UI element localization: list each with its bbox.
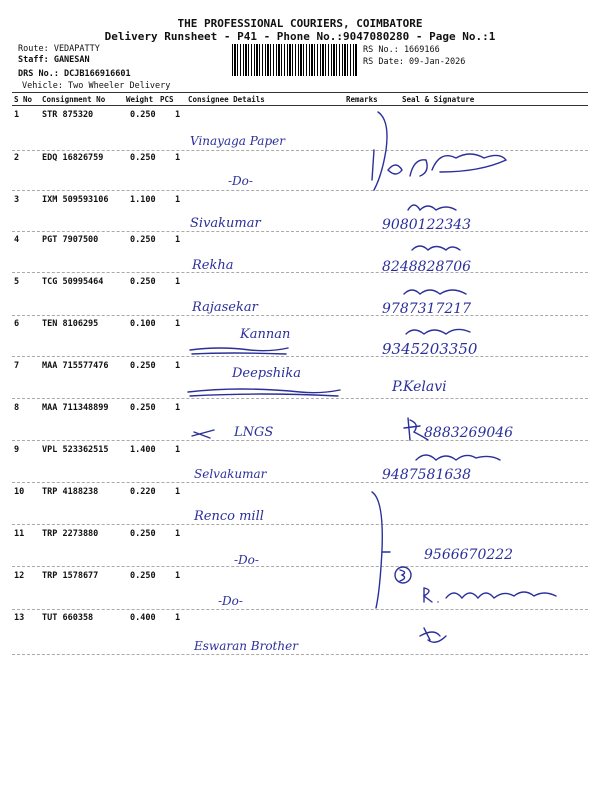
signature-scribble	[412, 246, 460, 250]
brace-mark	[374, 112, 387, 190]
row-signature-phone: 9487581638	[382, 467, 472, 483]
col-consignment: Consignment No	[42, 95, 106, 104]
row-pcs: 1	[175, 403, 181, 413]
runsheet-subtitle: Delivery Runsheet - P41 - Phone No.:9047080280 - Page No.:1	[104, 30, 496, 43]
row-sno: 13	[14, 613, 25, 623]
signature-scribble	[408, 205, 456, 210]
signature-scribble	[446, 592, 556, 598]
row-pcs: 1	[175, 361, 181, 371]
row-weight: 0.250	[130, 277, 156, 287]
row-sno: 8	[14, 403, 20, 413]
signature-scribble	[416, 455, 500, 460]
strikethrough-mark	[192, 430, 214, 438]
row-consignee: Rekha	[192, 258, 234, 273]
row-consignment: STR 875320	[42, 110, 94, 120]
signature-scribble	[424, 588, 438, 602]
row-consignee: Sivakumar	[190, 216, 261, 231]
row-weight: 0.250	[130, 153, 156, 163]
row-signature-name: P.Kelavi	[392, 379, 447, 395]
row-weight: 0.250	[130, 110, 156, 120]
row-signature-phone: 8248828706	[382, 259, 472, 275]
row-sno: 3	[14, 195, 20, 205]
row-pcs: 1	[175, 110, 181, 120]
signature-scribble	[420, 628, 446, 642]
company-title: THE PROFESSIONAL COURIERS, COIMBATORE	[177, 17, 423, 30]
row-consignment: TRP 1578677	[42, 571, 99, 581]
row-sno: 11	[14, 529, 25, 539]
row-consignment: TRP 2273880	[42, 529, 99, 539]
row-consignee: Renco mill	[194, 509, 264, 524]
row-pcs: 1	[175, 319, 181, 329]
signature-scribble	[406, 329, 470, 334]
row-consignee: Deepshika	[232, 366, 301, 381]
strikethrough-mark	[190, 348, 288, 354]
row-consignment: MAA 715577476	[42, 361, 109, 371]
row-consignee: Kannan	[240, 327, 291, 342]
row-sno: 6	[14, 319, 20, 329]
row-weight: 0.400	[130, 613, 156, 623]
row-sno: 10	[14, 487, 25, 497]
row-consignee: LNGS	[234, 425, 274, 440]
row-pcs: 1	[175, 277, 181, 287]
row-consignment: VPL 523362515	[42, 445, 109, 455]
row-sno: 12	[14, 571, 25, 581]
row-weight: 0.250	[130, 571, 156, 581]
col-remarks: Remarks	[346, 95, 378, 104]
drs-label: DRS No.: DCJB166916601	[18, 69, 131, 79]
row-weight: 1.400	[130, 445, 156, 455]
row-consignment: EDQ 16826759	[42, 153, 104, 163]
row-consignee: -Do-	[218, 594, 243, 608]
row-pcs: 1	[175, 571, 181, 581]
row-pcs: 1	[175, 195, 181, 205]
row-sno: 1	[14, 110, 20, 120]
row-weight: 0.100	[130, 319, 156, 329]
row-weight: 0.250	[130, 403, 156, 413]
row-weight: 0.220	[130, 487, 156, 497]
row-sno: 9	[14, 445, 20, 455]
row-consignee: -Do-	[234, 553, 259, 567]
brace-mark	[372, 492, 382, 608]
route-label: Route: VEDAPATTY	[18, 44, 100, 54]
signature-scribble	[404, 418, 428, 440]
row-pcs: 1	[175, 529, 181, 539]
col-weight: Weight	[126, 95, 154, 104]
row-weight: 1.100	[130, 195, 156, 205]
col-seal-signature: Seal & Signature	[402, 95, 475, 104]
row-pcs: 1	[175, 445, 181, 455]
row-pcs: 1	[175, 153, 181, 163]
row-consignee: Vinayaga Paper	[190, 134, 285, 148]
row-sno: 5	[14, 277, 20, 287]
staff-label: Staff: GANESAN	[18, 55, 90, 65]
col-pcs: PCS	[160, 95, 174, 104]
row-consignment: TUT 660358	[42, 613, 94, 623]
row-consignee: Eswaran Brother	[194, 639, 298, 653]
row-sno: 2	[14, 153, 20, 163]
row-consignment: IXM 509593106	[42, 195, 109, 205]
signature-scribble	[410, 154, 506, 176]
rs-number: RS No.: 1669166	[363, 45, 440, 55]
col-consignee: Consignee Details	[188, 95, 265, 104]
row-weight: 0.250	[130, 529, 156, 539]
row-pcs: 1	[175, 613, 181, 623]
rs-date: RS Date: 09-Jan-2026	[363, 57, 466, 67]
vehicle-label: Vehicle: Two Wheeler Delivery	[22, 81, 171, 91]
row-pcs: 1	[175, 487, 181, 497]
row-consignment: TCG 50995464	[42, 277, 104, 287]
row-pcs: 1	[175, 235, 181, 245]
row-signature-phone: 9080122343	[382, 217, 472, 233]
row-consignee: Selvakumar	[194, 467, 267, 481]
row-signature-phone: 9345203350	[382, 340, 478, 358]
row-weight: 0.250	[130, 361, 156, 371]
row-consignment: TRP 4188238	[42, 487, 99, 497]
row-weight: 0.250	[130, 235, 156, 245]
col-sno: S No	[14, 95, 33, 104]
signature-scribble	[388, 165, 402, 174]
row-sno: 4	[14, 235, 20, 245]
brace-mark	[372, 150, 374, 180]
row-consignment: MAA 711348899	[42, 403, 109, 413]
row-consignment: PGT 7907500	[42, 235, 99, 245]
signature-scribble	[404, 290, 466, 294]
row-signature-phone: 9787317217	[382, 301, 472, 317]
row-consignee: -Do-	[228, 174, 253, 188]
row-signature-phone: 9566670222	[424, 547, 514, 563]
strikethrough-mark	[188, 389, 340, 396]
row-sno: 7	[14, 361, 20, 371]
row-consignment: TEN 8106295	[42, 319, 99, 329]
row-consignee: Rajasekar	[192, 300, 258, 315]
row-signature-phone: 8883269046	[424, 425, 514, 441]
circled-number-mark	[400, 570, 405, 581]
